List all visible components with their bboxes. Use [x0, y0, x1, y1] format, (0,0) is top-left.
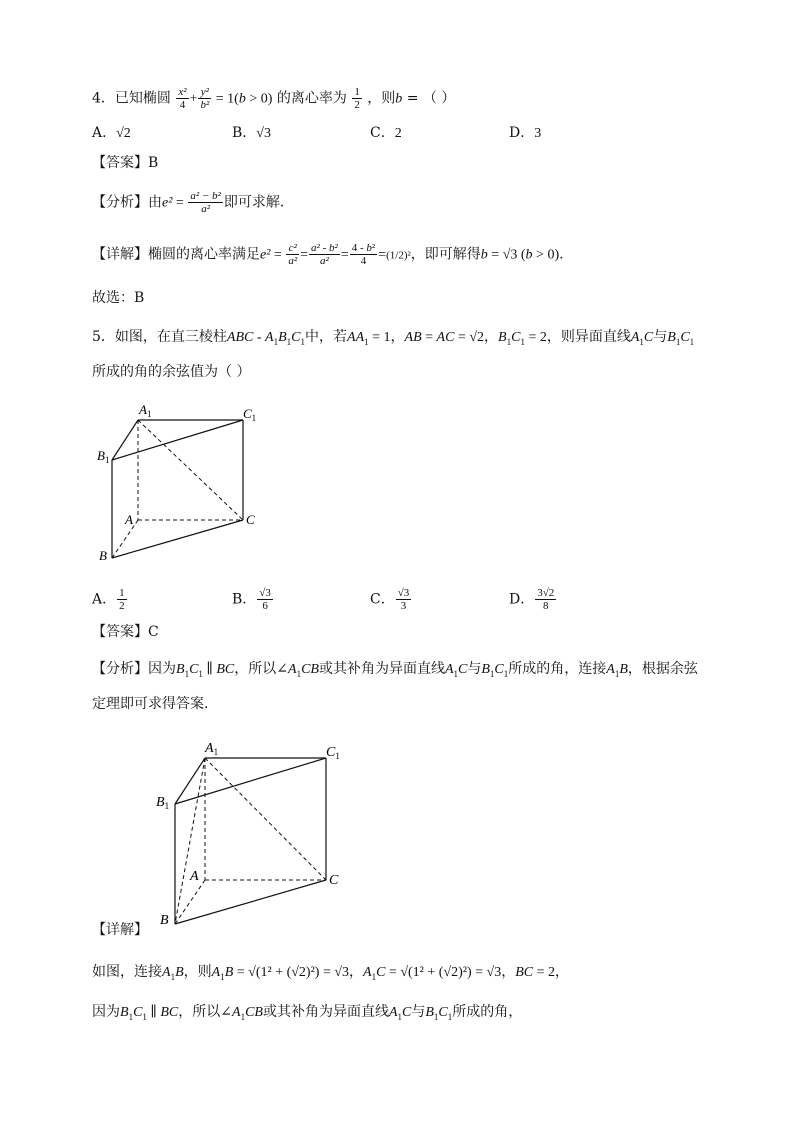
q5-analysis: 【分析】因为$B_1C_1$ ∥ BC，所以$\angle A_1CB$或其补角为异面直线$A_1C$与$B_1C_1$所成的角，连接$A_1B$，根据余弦: [92, 661, 698, 679]
q5-detail-tag: 【详解】: [92, 922, 148, 938]
q4-stem: 4．已知椭圆 $\frac{\text{x²}}{4}$ + $\frac{\text{y²}}{\text{b²}}$ = 1(b > 0) 的离心率为 $\frac{1}{2}$ ，则b = （ ）: [92, 86, 456, 111]
q5-analysis-line2: 定理即可求得答案.: [92, 696, 209, 712]
q4-option-b[interactable]: B．√3: [232, 125, 271, 141]
label2-a: A: [190, 869, 199, 884]
q4-option-a[interactable]: A．√2: [92, 125, 131, 141]
q5-option-a[interactable]: A． $\frac{1}{2}$: [92, 587, 125, 612]
prism-figure-2: [150, 738, 350, 934]
q4-option-c[interactable]: C．2: [370, 125, 402, 141]
label-c: C: [246, 512, 255, 527]
label2-a1: $A_1$: [205, 741, 219, 757]
label-a: A: [125, 512, 133, 527]
q4-detail: 【详解】椭圆的离心率满足e² = $\frac{\text{c²}}{\text{a²}}$ = $\frac{\text{a² - b²}}{\text{a²}}$ = $\frac{\text{4 - b²}}{4}$ =(1/2)²，即可解得b = √3 (b > 0).: [92, 242, 564, 267]
label-b1: $B_1$: [97, 448, 110, 465]
prism-figure-1: [95, 400, 265, 570]
label2-b1: $B_1$: [156, 795, 170, 811]
q4-analysis: 【分析】由e² = $\frac{\text{a² − b²}}{\text{a²}}$ 即可求解.: [92, 190, 285, 215]
label-a1: $A_1$: [139, 402, 152, 419]
q5-detail-line2: 因为$B_1C_1$ ∥ BC，所以$\angle A_1CB$或其补角为异面直线$A_1C$与$B_1C_1$所成的角，: [92, 1004, 523, 1022]
q4-option-d[interactable]: D．3: [509, 125, 542, 141]
q5-option-b[interactable]: B． $\frac{√3}{6}$: [232, 587, 271, 612]
q5-detail: 如图，连接$A_1B$，则$A_1B = √(1^2 + (√2)^2) = √3$，$A_1C = √(1^2 + (√2)^2) = √3$，BC = 2，: [92, 964, 570, 982]
label2-c: C: [329, 873, 339, 888]
q5-answer: 【答案】C: [92, 624, 159, 640]
label-b: B: [99, 548, 107, 563]
label-c1: $C_1$: [243, 406, 257, 423]
q5-stem-line2: 所成的角的余弦值为（ ）: [92, 364, 251, 380]
label2-c1: $C_1$: [326, 745, 340, 761]
label2-b: B: [160, 913, 169, 928]
q4-conclusion: 故选：B: [92, 290, 145, 306]
q4-answer: 【答案】B: [92, 155, 159, 171]
q5-stem: 5．如图，在直三棱柱ABC - $A_1B_1C_1$中，若$AA_1 = 1$，AB = AC = √2，$B_1C_1 = 2$，则异面直线$A_1C$与$B_1C_1$: [92, 329, 695, 347]
q5-option-c[interactable]: C． $\frac{√3}{3}$: [370, 587, 410, 612]
q5-option-d[interactable]: D． $\frac{3√2}{8}$: [509, 587, 555, 612]
